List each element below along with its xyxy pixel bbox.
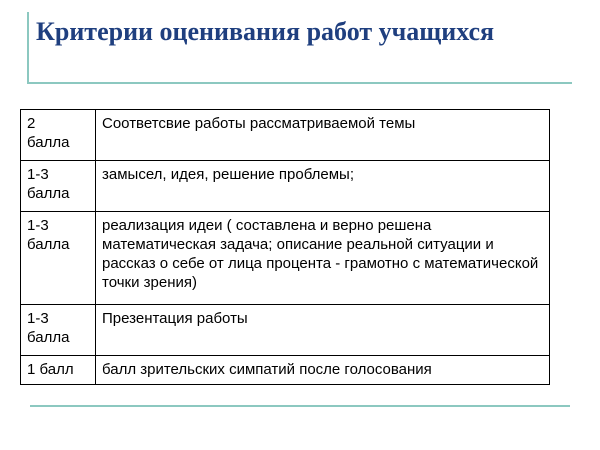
score-cell: 1 балл [21, 356, 96, 385]
score-cell: 1-3 балла [21, 212, 96, 305]
accent-vertical-rule [27, 12, 29, 82]
table-row [21, 161, 550, 212]
accent-top-rule [27, 82, 572, 84]
criteria-table [20, 109, 550, 385]
criterion-cell: замысел, идея, решение проблемы; [96, 161, 550, 212]
table-row [21, 356, 550, 385]
score-cell: 1-3 балла [21, 305, 96, 356]
table-row [21, 212, 550, 305]
criterion-cell: Соответсвие работы рассматриваемой темы [96, 110, 550, 161]
criterion-cell: реализация идеи ( составлена и верно решена математическая задача; описание реальной ситуации и рассказ о себе от лица процента - грамотно с математической точки зрения) [96, 212, 550, 305]
table-row [21, 305, 550, 356]
table-row [21, 110, 550, 161]
score-cell: 2 балла [21, 110, 96, 161]
criterion-cell: Презентация работы [96, 305, 550, 356]
score-cell: 1-3 балла [21, 161, 96, 212]
accent-bottom-rule [30, 405, 570, 407]
criterion-cell: балл зрительских симпатий после голосования [96, 356, 550, 385]
slide-title: Критерии оценивания работ учащихся [36, 17, 495, 46]
